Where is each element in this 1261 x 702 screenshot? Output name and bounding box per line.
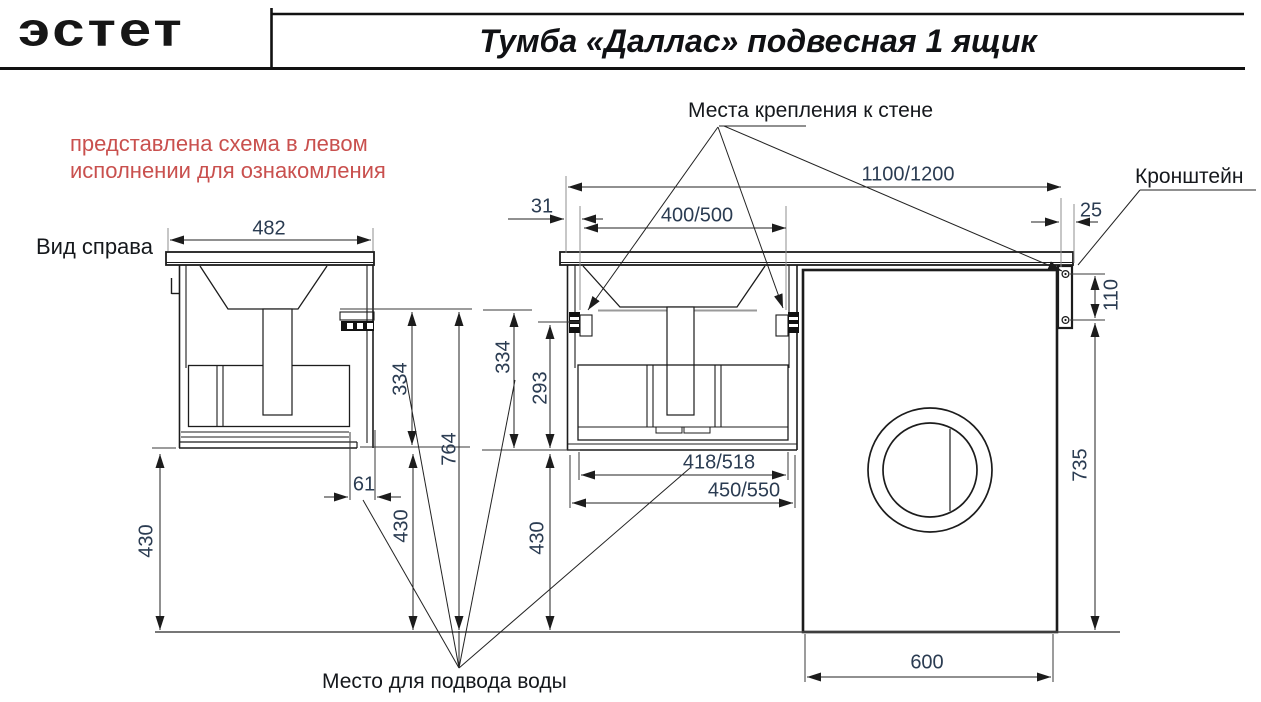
extension-lines-gray	[168, 176, 1074, 310]
wall-fixing-right	[776, 312, 799, 336]
dim-1100-1200: 1100/1200	[861, 163, 955, 186]
dim-31: 31	[530, 195, 554, 218]
note-line-2: исполнении для ознакомления	[70, 158, 386, 183]
label-water-supply: Место для подвода воды	[322, 670, 567, 693]
dim-450-550: 450/550	[707, 479, 781, 502]
label-bracket: Кронштейн	[1135, 165, 1244, 188]
leader-lines	[363, 126, 1256, 668]
label-wall-mounting: Места крепления к стене	[688, 99, 934, 122]
dim-25: 25	[1079, 199, 1103, 222]
label-view-right: Вид справа	[36, 234, 153, 259]
dim-400-500: 400/500	[660, 204, 734, 227]
brand-logo: эстет	[18, 2, 185, 57]
dim-293: 293	[529, 371, 552, 405]
dim-430-right: 430	[526, 521, 549, 555]
washing-machine	[803, 270, 1057, 632]
dim-430-mid: 430	[390, 509, 413, 543]
dim-61: 61	[352, 473, 376, 496]
dim-334-center: 334	[492, 340, 515, 374]
dim-764: 764	[438, 432, 461, 466]
note-text	[70, 130, 386, 184]
note-line-1: представлена схема в левом	[70, 131, 368, 156]
dim-430-left: 430	[135, 524, 158, 558]
wall-fixing-left	[569, 312, 592, 336]
dim-110: 110	[1100, 279, 1123, 311]
left-side-view	[166, 252, 374, 448]
dim-418-518: 418/518	[682, 451, 756, 474]
drawer-slide-detail	[340, 312, 374, 331]
extension-lines	[152, 274, 1105, 682]
page-title: Тумба «Даллас» подвесная 1 ящик	[479, 22, 1037, 59]
front-view	[560, 252, 1073, 450]
bracket-plate	[1058, 266, 1072, 328]
dim-600: 600	[910, 651, 944, 674]
dim-334-left: 334	[389, 362, 412, 396]
dim-735: 735	[1069, 448, 1092, 482]
dim-482: 482	[252, 217, 286, 240]
